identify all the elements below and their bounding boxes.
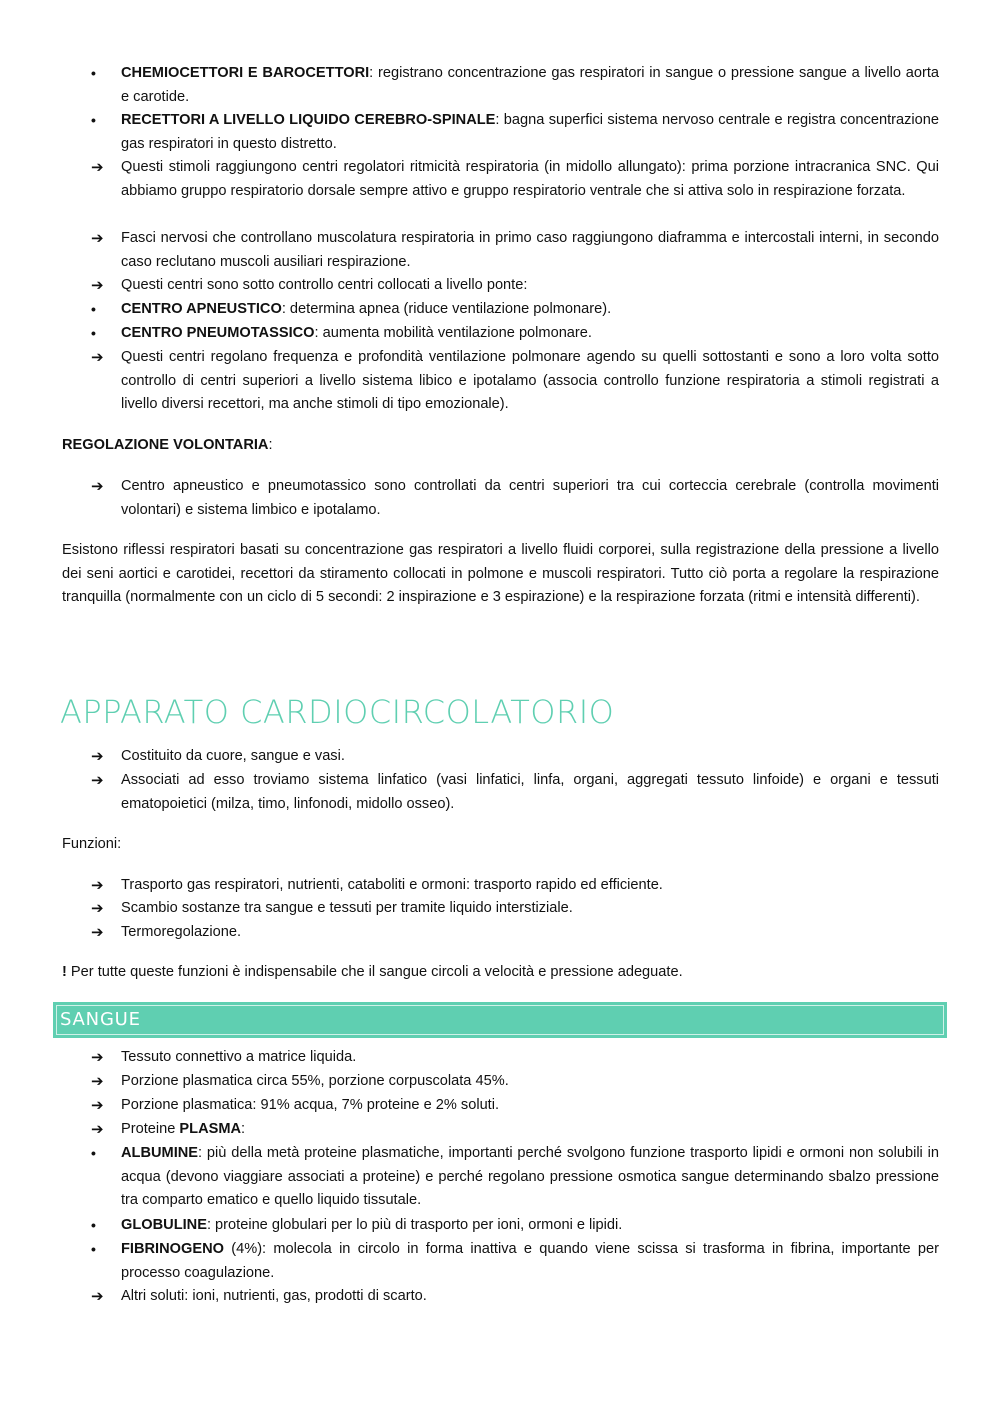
list-item: Altri soluti: ioni, nutrienti, gas, prodotti di scarto.	[121, 1288, 427, 1304]
arrow-marker-icon: ➔	[91, 1288, 104, 1305]
note-text: Per tutte queste funzioni è indispensabile che il sangue circoli a velocità e pressione adeguate.	[66, 964, 683, 980]
arrow-marker-icon: ➔	[91, 1049, 104, 1066]
list-item	[121, 1118, 939, 1142]
arrow-marker-icon: ➔	[91, 349, 104, 366]
funzioni-label: Funzioni:	[62, 836, 122, 852]
arrow-marker-icon: ➔	[91, 1121, 104, 1138]
list-item: Fasci nervosi che controllano muscolatura respiratoria in primo caso raggiungono diaframma e intercostali interni, in secondo caso reclutano muscoli ausiliari respirazione.	[121, 230, 939, 270]
item-text: : determina apnea (riduce ventilazione polmonare).	[281, 301, 612, 317]
regolazione-heading	[62, 434, 939, 458]
arrow-marker-icon: ➔	[91, 900, 104, 917]
list-item	[121, 1214, 939, 1238]
item-term: PLASMA	[179, 1121, 242, 1137]
arrow-marker-icon: ➔	[91, 1097, 104, 1114]
list-item: Questi centri regolano frequenza e profondità ventilazione polmonare agendo su quelli sottostanti e sono a loro volta sotto controllo di centri superiori a livello sistema libico e ipotalamo (associa controllo funzione respiratoria a stimoli registrati a livello diversi recettori, ma anche stimoli di tipo emozionale).	[121, 349, 939, 413]
list-item	[121, 1142, 939, 1213]
item-term: GLOBULINE	[121, 1217, 207, 1233]
list-item: Porzione plasmatica circa 55%, porzione corpuscolata 45%.	[121, 1073, 509, 1089]
arrow-marker-icon: ➔	[91, 230, 104, 247]
list-item: Scambio sostanze tra sangue e tessuti per tramite liquido interstiziale.	[121, 900, 573, 916]
item-text: (4%): molecola in circolo in forma inattiva e quando viene scissa si trasforma in fibrina, importante per processo coagulazione.	[121, 1241, 939, 1281]
arrow-marker-icon: ➔	[91, 748, 104, 765]
subsection-bar	[53, 1002, 947, 1038]
list-item: Questi stimoli raggiungono centri regolatori ritmicità respiratoria (in midollo allungato): prima porzione intracranica SNC. Qui abbiamo gruppo respiratorio dorsale sempre attivo e gruppo respiratorio ventrale che si attiva solo in respirazione forzata.	[121, 159, 939, 199]
arrow-marker-icon: ➔	[91, 877, 104, 894]
item-text: : proteine globulari per lo più di trasporto per ioni, ormoni e lipidi.	[206, 1217, 623, 1233]
list-item	[121, 322, 939, 346]
heading-bold: REGOLAZIONE VOLONTARIA	[62, 437, 269, 453]
list-item	[121, 109, 939, 156]
bullet-marker: •	[91, 301, 96, 317]
list-item: Centro apneustico e pneumotassico sono controllati da centri superiori tra cui corteccia cerebrale (controlla movimenti volontari) e sistema limbico e ipotalamo.	[121, 478, 939, 518]
arrow-marker-icon: ➔	[91, 159, 104, 176]
bullet-marker: •	[91, 1145, 96, 1161]
item-text: : registrano concentrazione gas respiratori in sangue o pressione sangue a livello aorta e carotide.	[121, 65, 939, 105]
item-text: : bagna superfici sistema nervoso centrale e registra concentrazione gas respiratori in questo distretto.	[121, 112, 939, 152]
list-item	[121, 62, 939, 109]
item-text: : aumenta mobilità ventilazione polmonare.	[314, 325, 592, 341]
list-item: Trasporto gas respiratori, nutrienti, cataboliti e ormoni: trasporto rapido ed efficiente.	[121, 877, 663, 893]
bullet-marker: •	[91, 65, 96, 81]
list-item: Tessuto connettivo a matrice liquida.	[121, 1049, 357, 1065]
section-heading: APPARATO CARDIOCIRCOLATORIO	[60, 693, 615, 731]
item-text: :	[241, 1121, 246, 1137]
list-item: Associati ad esso troviamo sistema linfatico (vasi linfatici, linfa, organi, aggregati tessuto linfoide) e organi e tessuti ematopoietici (milza, timo, linfonodi, midollo osseo).	[121, 772, 939, 812]
item-term: CHEMIOCETTORI E BAROCETTORI	[121, 65, 370, 81]
list-item: Termoregolazione.	[121, 924, 242, 940]
item-term: FIBRINOGENO	[121, 1241, 224, 1257]
note-mark: !	[62, 964, 67, 980]
bar-frame	[56, 1005, 944, 1035]
list-item: Porzione plasmatica: 91% acqua, 7% proteine e 2% soluti.	[121, 1097, 500, 1113]
heading-colon: :	[268, 437, 273, 453]
bullet-marker: •	[91, 112, 96, 128]
list-item: Costituito da cuore, sangue e vasi.	[121, 748, 345, 764]
item-text: : più della metà proteine plasmatiche, importanti perché svolgono funzione trasporto lipidi e ormoni non solubili in acqua (devono viaggiare associati a proteine) e perché regolano pressione osmotica sangue determinando sbalzo pressione tra comparto ematico e quello liquido tissutale.	[121, 1145, 939, 1209]
list-item: Questi centri sono sotto controllo centri collocati a livello ponte:	[121, 277, 528, 293]
item-term: CENTRO PNEUMOTASSICO	[121, 325, 315, 341]
list-item	[121, 1238, 939, 1285]
bullet-marker: •	[91, 325, 96, 341]
arrow-marker-icon: ➔	[91, 924, 104, 941]
item-term: CENTRO APNEUSTICO	[121, 301, 282, 317]
arrow-marker-icon: ➔	[91, 772, 104, 789]
riflessi-paragraph: Esistono riflessi respiratori basati su concentrazione gas respiratori a livello fluidi corporei, sulla registrazione della pressione a livello dei seni aortici e carotidei, recettori da stiramento collocati in polmone e muscoli respiratori. Tutto ciò porta a regolare la respirazione tranquilla (normalmente con un ciclo di 5 secondi: 2 inspirazione e 3 espirazione) e la respirazione forzata (ritmi e intensità differenti).	[62, 542, 939, 606]
item-prefix: Proteine	[121, 1121, 180, 1137]
list-item	[121, 298, 939, 322]
subsection-heading: SANGUE	[60, 1009, 141, 1030]
item-term: RECETTORI A LIVELLO LIQUIDO CEREBRO-SPINALE	[121, 112, 496, 128]
arrow-marker-icon: ➔	[91, 1073, 104, 1090]
arrow-marker-icon: ➔	[91, 277, 104, 294]
bullet-marker: •	[91, 1217, 96, 1233]
note-paragraph	[62, 961, 939, 985]
arrow-marker-icon: ➔	[91, 478, 104, 495]
item-term: ALBUMINE	[121, 1145, 199, 1161]
bullet-marker: •	[91, 1241, 96, 1257]
